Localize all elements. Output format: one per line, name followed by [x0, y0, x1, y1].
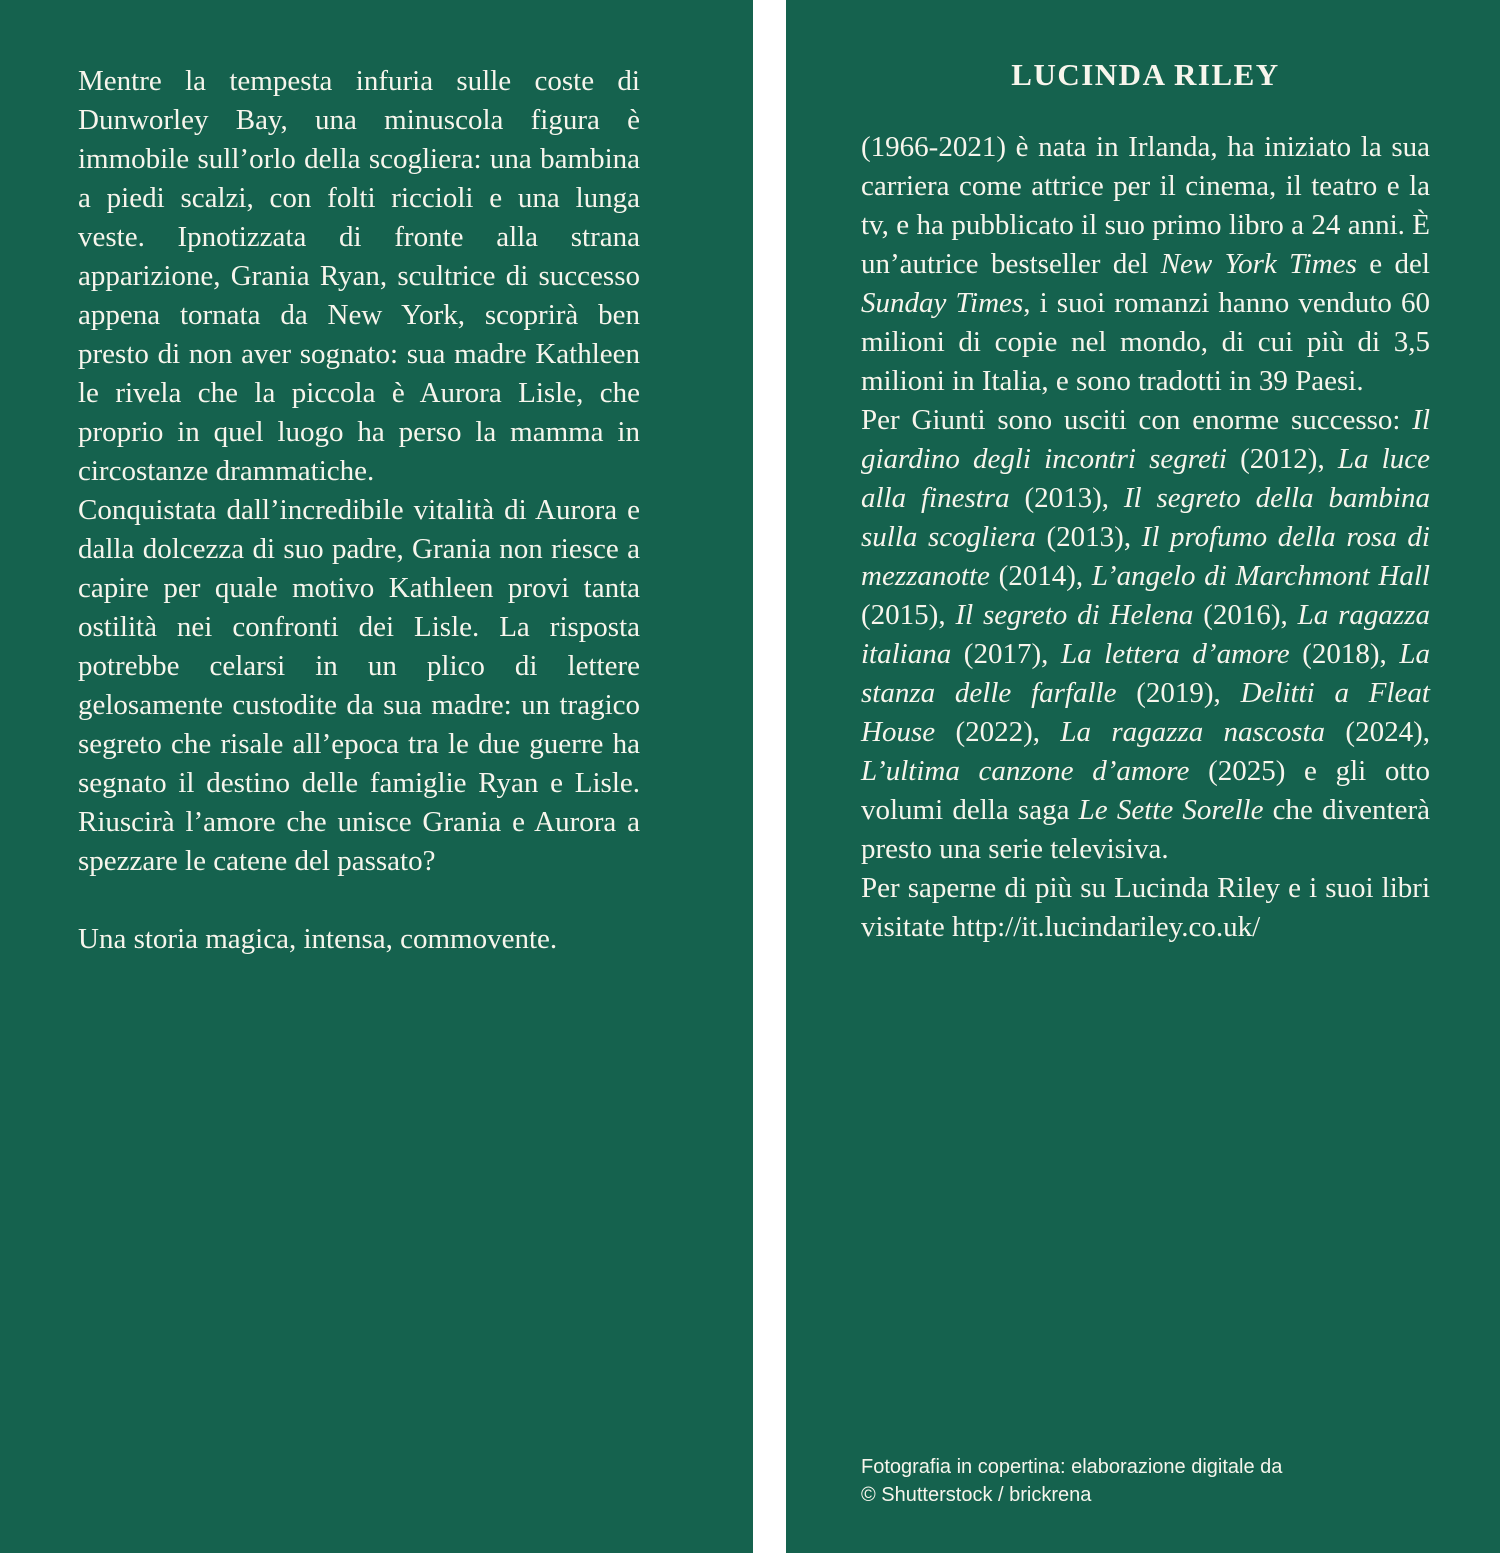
- author-name-title: LUCINDA RILEY: [1011, 57, 1280, 92]
- photo-credit-block: [861, 1453, 1430, 1509]
- synopsis-paragraph-2: Conquistata dall’incredibile vitalità di Aurora e dalla dolcezza di suo padre, Grania non riesce a capire per quale motivo Kathleen provi tanta ostilità nei confronti dei Lisle. La risposta potrebbe celarsi in un plico di lettere gelosamente custodite da sua madre: un tragico segreto che risale all’epoca tra le due guerre ha segnato il destino delle famiglie Ryan e Lisle. Riuscirà l’amore che unisce Grania e Aurora a spezzare le catene del passato?: [78, 494, 640, 877]
- photo-credit-line-2: © Shutterstock / brickrena: [861, 1484, 1092, 1506]
- photo-credit-line-1: Fotografia in copertina: elaborazione digitale da: [861, 1456, 1283, 1478]
- author-bio-block: [861, 128, 1430, 947]
- website-paragraph: Per saperne di più su Lucinda Riley e i suoi libri visitate http://it.lucindariley.co.uk/: [861, 872, 1430, 944]
- synopsis-paragraph-1: Mentre la tempesta infuria sulle coste di Dunworley Bay, una minuscola figura è immobile sull’orlo della scogliera: una bambina a piedi scalzi, con folti riccioli e una lunga veste. Ipnotizzata di fronte alla strana apparizione, Grania Ryan, scultrice di successo appena tornata da New York, scoprirà ben presto di non aver sognato: sua madre Kathleen le rivela che la piccola è Aurora Lisle, che proprio in quel luogo ha perso la mamma in circostanze drammatiche.: [78, 65, 640, 487]
- bio-paragraph: (1966-2021) è nata in Irlanda, ha iniziato la sua carriera come attrice per il cinema, il teatro e la tv, e ha pubblicato il suo primo libro a 24 anni. È un’autrice bestseller del New York Times e del Sunday Times, i suoi romanzi hanno venduto 60 milioni di copie nel mondo, di cui più di 3,5 milioni in Italia, e sono tradotti in 39 Paesi.: [861, 131, 1430, 398]
- right-flap-author-panel: [786, 0, 1500, 1553]
- bibliography-paragraph: Per Giunti sono usciti con enorme successo: Il giardino degli incontri segreti (2012), La luce alla finestra (2013), Il segreto della bambina sulla scogliera (2013), Il profumo della rosa di mezzanotte (2014), L’angelo di Marchmont Hall (2015), Il segreto di Helena (2016), La ragazza italiana (2017), La lettera d’amore (2018), La stanza delle farfalle (2019), Delitti a Fleat House (2022), La ragazza nascosta (2024), L’ultima canzone d’amore (2025) e gli otto volumi della saga Le Sette Sorelle che diventerà presto una serie televisiva.: [861, 404, 1430, 866]
- tagline: Una storia magica, intensa, commovente.: [78, 923, 558, 955]
- synopsis-text-block: [78, 62, 640, 959]
